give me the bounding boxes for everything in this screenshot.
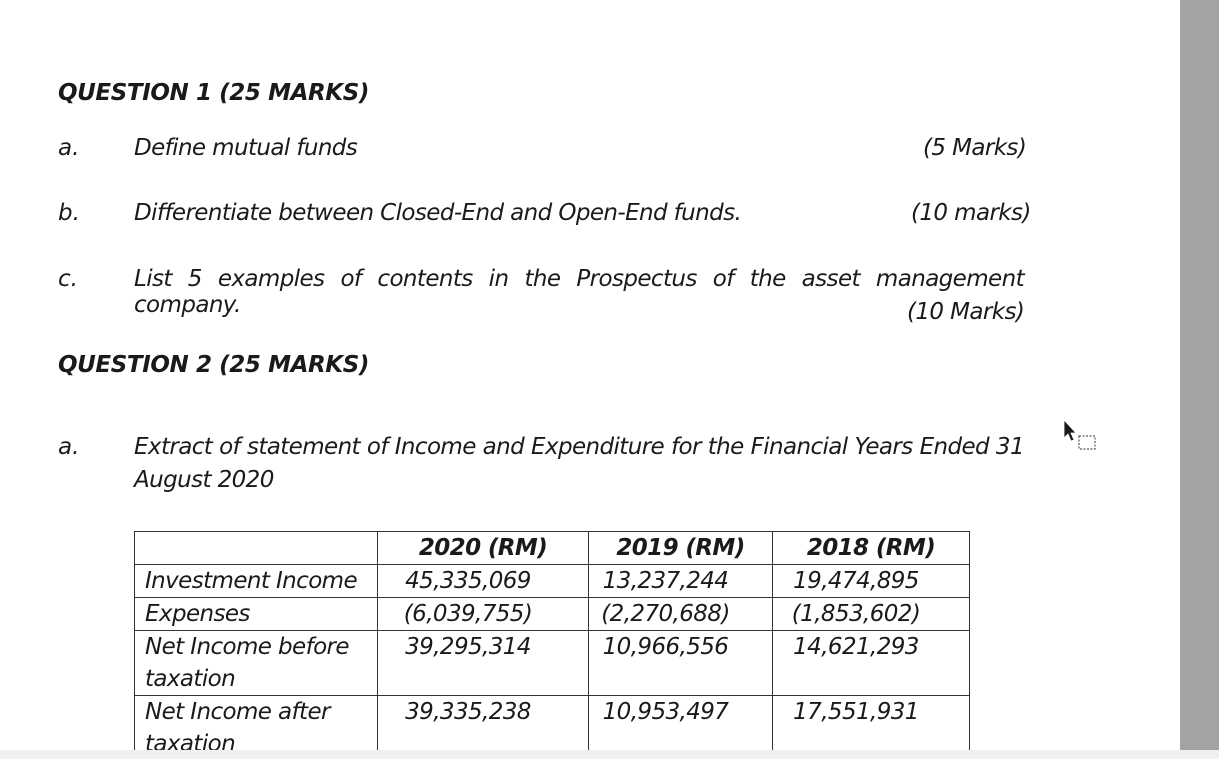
table-header-2020: 2020 (RM) [378,532,589,565]
mouse-cursor-icon [1062,420,1102,454]
table-row [135,598,970,631]
row-label-line1: Net Income before [145,634,349,660]
q2-a-text-line2: August 2020 [134,467,274,493]
q1-b-text: Differentiate between Closed-End and Open-End funds. [134,200,742,226]
horizontal-scroll-area[interactable] [0,750,1219,759]
row-label-line2: taxation [145,731,236,750]
cell-2020: 45,335,069 [378,565,589,598]
question-2-heading: QUESTION 2 (25 MARKS) [58,352,369,378]
cell-2020: 39,295,314 [378,631,589,696]
q1-b-marker: b. [58,200,80,226]
cell-2020: (6,039,755) [378,598,589,631]
question-1-heading: QUESTION 1 (25 MARKS) [58,80,369,106]
cell-2019: (2,270,688) [589,598,773,631]
row-label-line1: Net Income after [145,699,330,725]
row-label: Expenses [135,598,378,631]
q1-a-marker: a. [58,135,80,161]
table-row [135,631,970,696]
row-label [135,631,378,696]
q1-c-marks: (10 Marks) [907,299,1025,325]
q1-b-marks: (10 marks) [911,200,1031,226]
q2-a-marker: a. [58,434,80,460]
cell-2018: 19,474,895 [773,565,970,598]
table-row [135,696,970,751]
q1-c-marker: c. [58,266,78,292]
income-expenditure-table [134,531,970,750]
cell-2018: (1,853,602) [773,598,970,631]
q1-a-marks: (5 Marks) [923,135,1027,161]
table-header-2018: 2018 (RM) [773,532,970,565]
cell-2018: 17,551,931 [773,696,970,751]
cell-2019: 13,237,244 [589,565,773,598]
q1-a-text: Define mutual funds [134,135,358,161]
table-header-row [135,532,970,565]
row-label-line2: taxation [145,666,236,692]
cell-2018: 14,621,293 [773,631,970,696]
table-header-2019: 2019 (RM) [589,532,773,565]
table-row [135,565,970,598]
vertical-scrollbar[interactable] [1180,0,1219,750]
row-label: Investment Income [135,565,378,598]
row-label [135,696,378,751]
cell-2020: 39,335,238 [378,696,589,751]
q2-a-text-line1: Extract of statement of Income and Expenditure for the Financial Years Ended 31 [134,434,1024,460]
cell-2019: 10,966,556 [589,631,773,696]
cell-2019: 10,953,497 [589,696,773,751]
q1-c-text: List 5 examples of contents in the Prospectus of the asset management company. [134,266,1024,318]
table-header-blank [135,532,378,565]
